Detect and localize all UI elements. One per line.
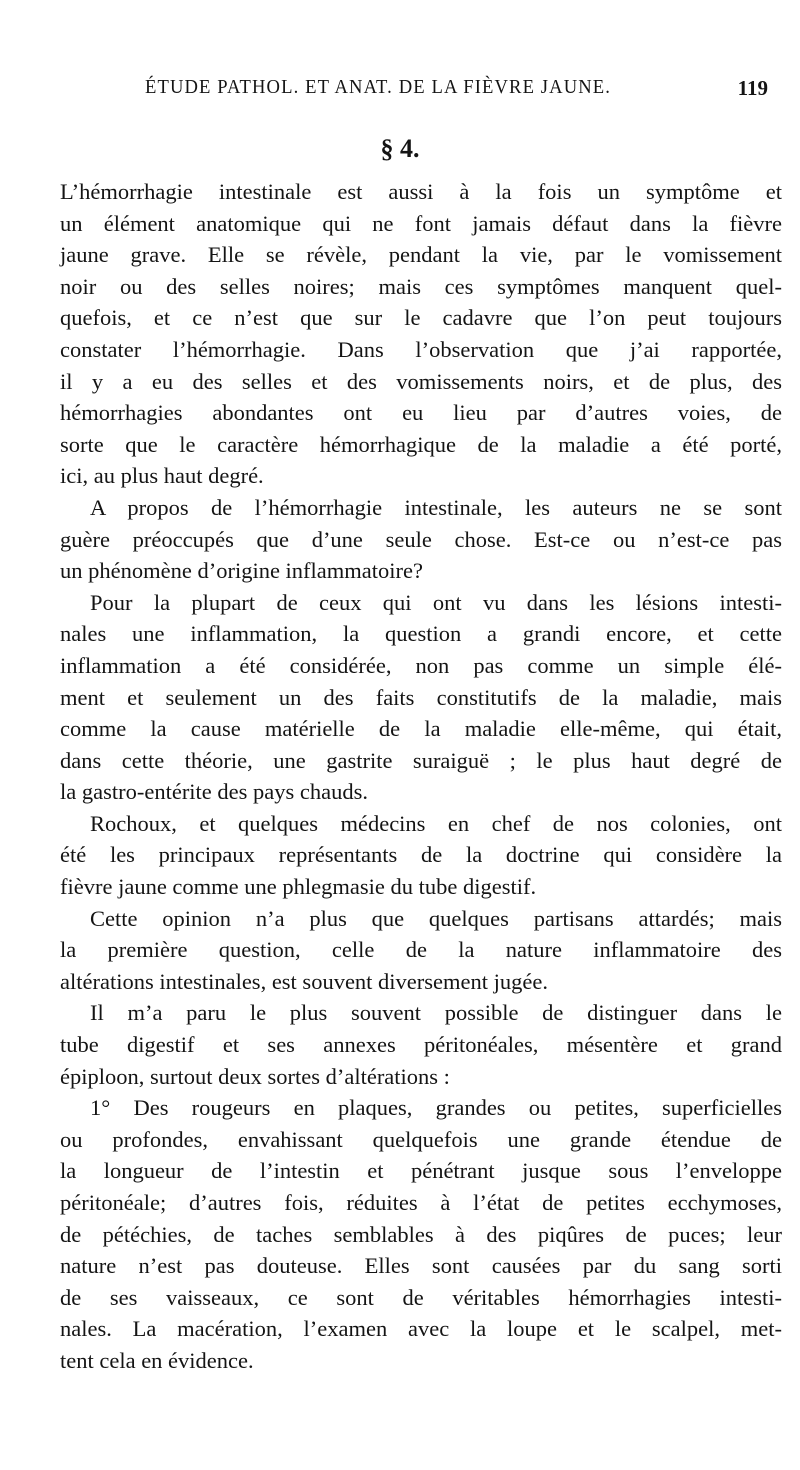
text-line: épiploon, surtout deux sortes d’altérations : [60,1063,450,1089]
text-line: A propos de l’hémorrhagie intestinale, les auteurs ne se sont [90,494,782,520]
text-line: il y a eu des selles et des vomissements noirs, et de plus, des [60,368,782,394]
text-line: ment et seulement un des faits constitutifs de la maladie, mais [60,684,782,710]
text-line: inflammation a été considérée, non pas comme un simple élé- [60,652,782,678]
text-line: la longueur de l’intestin et pénétrant jusque sous l’enveloppe [60,1158,782,1184]
paragraph [60,808,782,903]
text-line: un phénomène d’origine inflammatoire? [60,558,423,584]
text-line: Cette opinion n’a plus que quelques partisans attardés; mais [90,905,782,931]
section-heading: § 4. [380,134,420,163]
text-line: L’hémorrhagie intestinale est aussi à la fois un symptôme et [60,179,782,204]
text-line: hémorrhagies abondantes ont eu lieu par d’autres voies, de [60,400,782,426]
text-line: de pétéchies, de taches semblables à des piqûres de puces; leur [60,1221,782,1247]
paragraph [60,903,782,998]
text-line: ici, au plus haut degré. [60,463,264,489]
text-line: la gastro-entérite des pays chauds. [60,779,369,805]
text-line: été les principaux représentants de la doctrine qui considère la [60,842,782,868]
text-line: de ses vaisseaux, ce sont de véritables hémorrhagies intesti- [60,1284,782,1310]
text-line: nature n’est pas douteuse. Elles sont causées par du sang sorti [60,1253,782,1279]
text-line: noir ou des selles noires; mais ces symptômes manquent quel- [60,273,782,299]
text-line: Rochoux, et quelques médecins en chef de nos colonies, ont [90,810,782,836]
paragraph [60,1092,782,1376]
text-line: altérations intestinales, est souvent diversement jugée. [60,968,548,994]
text-line: Pour la plupart de ceux qui ont vu dans les lésions intesti- [90,589,782,615]
text-line: sorte que le caractère hémorrhagique de la maladie a été porté, [60,431,782,457]
text-line: jaune grave. Elle se révèle, pendant la vie, par le vomissement [60,242,782,268]
page-number: 119 [737,76,768,100]
text-line: Il m’a paru le plus souvent possible de distinguer dans le [90,1000,782,1026]
text-line: guère préoccupés que d’une seule chose. Est-ce ou n’est-ce pas [60,526,782,552]
text-line: nales une inflammation, la question a grandi encore, et cette [60,621,782,647]
body-text [60,176,782,1377]
paragraph [60,587,782,808]
text-line: constater l’hémorrhagie. Dans l’observation que j’ai rapportée, [60,336,782,362]
text-line: tube digestif et ses annexes péritonéales, mésentère et grand [60,1032,782,1058]
text-line: 1° Des rougeurs en plaques, grandes ou petites, superficielles [90,1095,782,1121]
paragraph [60,176,782,492]
text-line: dans cette théorie, une gastrite suraiguë ; le plus haut degré de [60,747,782,773]
text-line: un élément anatomique qui ne font jamais défaut dans la fièvre [60,210,782,236]
running-head [145,76,768,106]
running-title: ÉTUDE PATHOL. ET ANAT. DE LA FIÈVRE JAUNE. [145,76,612,98]
paragraph [60,997,782,1092]
paragraph [60,492,782,587]
text-line: quefois, et ce n’est que sur le cadavre que l’on peut toujours [60,305,782,331]
text-line: nales. La macération, l’examen avec la loupe et le scalpel, met- [60,1316,782,1342]
text-line: tent cela en évidence. [60,1347,254,1373]
text-line: ou profondes, envahissant quelquefois une grande étendue de [60,1126,782,1152]
text-line: péritonéale; d’autres fois, réduites à l’état de petites ecchymoses, [60,1190,782,1215]
text-line: la première question, celle de la nature inflammatoire des [60,937,782,963]
text-line: fièvre jaune comme une phlegmasie du tube digestif. [60,874,537,900]
text-line: comme la cause matérielle de la maladie elle-même, qui était, [60,716,782,742]
